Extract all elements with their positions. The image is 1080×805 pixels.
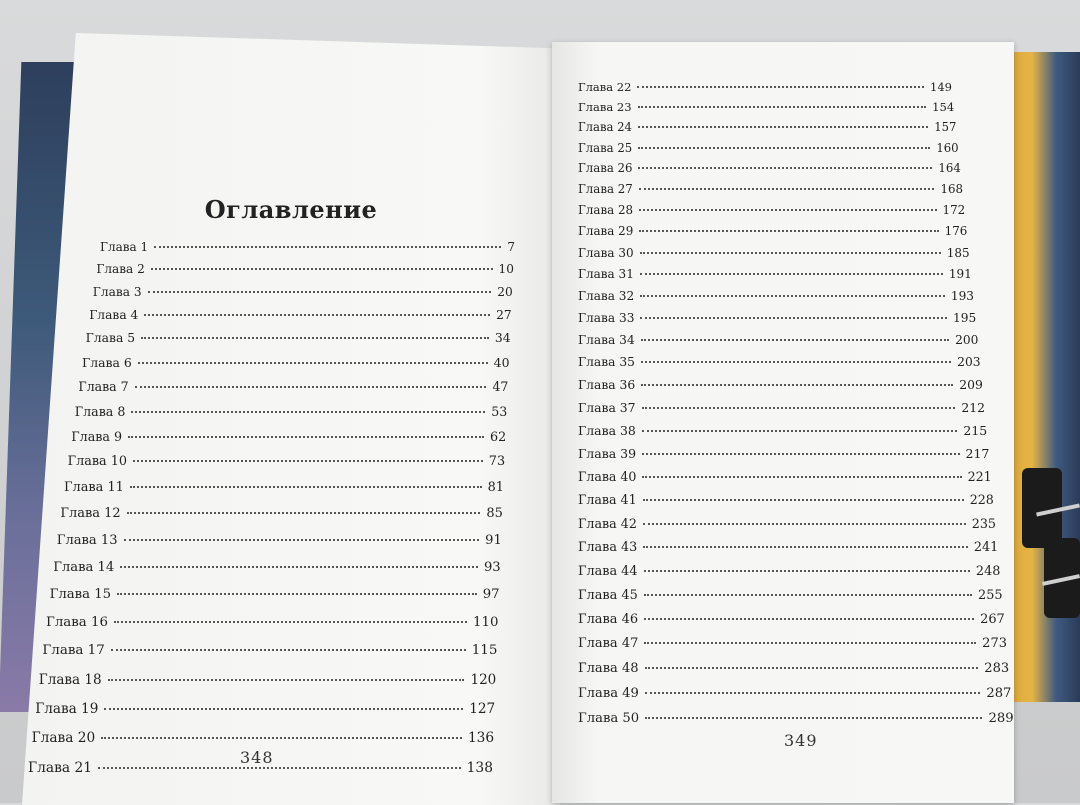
toc-entry xyxy=(578,612,1005,627)
chapter-page-number: 120 xyxy=(470,671,497,688)
chapter-label: Глава 8 xyxy=(74,403,126,419)
dot-leader xyxy=(148,291,492,293)
dot-leader xyxy=(128,436,484,438)
left-page-number: 348 xyxy=(240,748,274,767)
chapter-page-number: 172 xyxy=(942,203,966,218)
dot-leader xyxy=(639,209,936,211)
dot-leader xyxy=(144,314,490,316)
chapter-page-number: 160 xyxy=(936,140,959,155)
chapter-page-number: 267 xyxy=(980,611,1005,627)
chapter-page-number: 110 xyxy=(473,615,499,630)
toc-entry xyxy=(57,533,502,548)
toc-entry xyxy=(578,182,963,196)
chapter-page-number: 115 xyxy=(471,643,498,659)
chapter-page-number: 255 xyxy=(978,587,1003,603)
chapter-label: Глава 34 xyxy=(578,332,635,347)
right-page-number: 349 xyxy=(784,731,818,750)
chapter-page-number: 209 xyxy=(959,377,983,392)
chapter-page-number: 195 xyxy=(952,310,977,325)
chapter-label: Глава 37 xyxy=(578,400,636,416)
chapter-label: Глава 17 xyxy=(42,643,105,659)
toc-entry xyxy=(39,672,497,688)
chapter-label: Глава 15 xyxy=(49,587,112,603)
chapter-label: Глава 5 xyxy=(85,331,136,346)
dot-leader xyxy=(642,430,958,432)
chapter-label: Глава 50 xyxy=(578,710,640,726)
toc-entry xyxy=(578,378,983,392)
chapter-label: Глава 20 xyxy=(31,730,96,747)
toc-entry xyxy=(35,701,495,717)
chapter-page-number: 47 xyxy=(492,379,509,395)
toc-entry xyxy=(578,686,1011,701)
toc-entry xyxy=(578,564,1000,579)
dot-leader xyxy=(151,268,493,270)
chapter-page-number: 127 xyxy=(469,700,496,717)
chapter-page-number: 176 xyxy=(944,224,968,239)
left-page xyxy=(22,33,560,805)
chapter-label: Глава 12 xyxy=(60,506,121,522)
chapter-page-number: 283 xyxy=(984,660,1010,676)
chapter-label: Глава 28 xyxy=(578,203,634,218)
chapter-page-number: 81 xyxy=(487,480,504,495)
toc-entry xyxy=(32,730,495,746)
dot-leader xyxy=(637,86,924,88)
dot-leader xyxy=(108,679,465,681)
chapter-label: Глава 25 xyxy=(578,140,633,155)
chapter-page-number: 7 xyxy=(507,240,515,254)
chapter-page-number: 287 xyxy=(986,685,1012,701)
dot-leader xyxy=(131,411,485,413)
toc-entry xyxy=(578,246,970,260)
chapter-label: Глава 42 xyxy=(578,516,637,531)
dot-leader xyxy=(642,476,961,478)
dot-leader xyxy=(640,317,947,319)
toc-entry xyxy=(578,224,967,238)
dot-leader xyxy=(645,692,980,694)
dot-leader xyxy=(638,167,932,169)
chapter-page-number: 289 xyxy=(988,710,1014,726)
dot-leader xyxy=(645,667,979,669)
chapter-page-number: 53 xyxy=(491,403,508,419)
chapter-label: Глава 43 xyxy=(578,539,638,555)
chapter-page-number: 62 xyxy=(490,428,507,444)
dot-leader xyxy=(641,361,951,363)
dot-leader xyxy=(641,384,953,386)
dot-leader xyxy=(104,708,463,710)
toc-entry xyxy=(578,540,998,555)
chapter-page-number: 203 xyxy=(957,355,981,370)
chapter-page-number: 97 xyxy=(482,587,500,603)
toc-entry xyxy=(578,516,996,531)
chapter-page-number: 228 xyxy=(969,492,994,508)
toc-entry xyxy=(578,469,992,484)
chapter-page-number: 149 xyxy=(930,80,952,94)
toc-entry xyxy=(89,308,512,322)
toc-entry xyxy=(578,141,959,155)
chapter-label: Глава 14 xyxy=(53,559,115,575)
toc-entry xyxy=(71,429,506,444)
toc-entry xyxy=(578,267,972,281)
toc-entry xyxy=(578,636,1007,651)
chapter-page-number: 193 xyxy=(950,289,974,303)
chapter-label: Глава 22 xyxy=(578,80,632,94)
chapter-page-number: 221 xyxy=(967,469,992,485)
chapter-page-number: 91 xyxy=(485,532,502,548)
dot-leader xyxy=(117,593,477,595)
toc-entry xyxy=(75,404,508,419)
chapter-page-number: 85 xyxy=(486,506,503,522)
chapter-label: Глава 30 xyxy=(578,245,634,260)
toc-title: Оглавление xyxy=(204,195,378,224)
dot-leader xyxy=(642,453,959,455)
toc-entry xyxy=(578,492,994,507)
chapter-page-number: 191 xyxy=(948,267,972,282)
toc-entry xyxy=(578,120,956,134)
chapter-label: Глава 45 xyxy=(578,587,638,603)
chapter-label: Глава 29 xyxy=(578,224,634,239)
dot-leader xyxy=(130,486,482,488)
dot-leader xyxy=(154,246,501,248)
dot-leader xyxy=(641,339,949,341)
dot-leader xyxy=(135,386,487,388)
chapter-label: Глава 1 xyxy=(100,240,149,254)
toc-entry xyxy=(82,355,510,370)
chapter-label: Глава 21 xyxy=(28,760,93,776)
dot-leader xyxy=(639,230,938,232)
dot-leader xyxy=(127,512,481,514)
toc-entry xyxy=(578,161,961,175)
chapter-label: Глава 31 xyxy=(578,267,634,282)
dot-leader xyxy=(640,252,941,254)
chapter-label: Глава 19 xyxy=(35,700,99,717)
chapter-label: Глава 46 xyxy=(578,611,639,627)
chapter-label: Глава 38 xyxy=(578,423,636,439)
chapter-label: Глава 40 xyxy=(578,469,637,485)
chapter-page-number: 185 xyxy=(946,245,970,260)
chapter-label: Глава 18 xyxy=(38,671,102,688)
toc-entry xyxy=(578,333,978,347)
chapter-label: Глава 27 xyxy=(578,182,633,197)
dot-leader xyxy=(644,618,974,620)
dot-leader xyxy=(640,295,945,297)
dot-leader xyxy=(98,767,461,769)
dot-leader xyxy=(644,570,970,572)
chapter-label: Глава 6 xyxy=(82,355,132,370)
chapter-label: Глава 32 xyxy=(578,289,635,303)
chapter-label: Глава 10 xyxy=(67,454,128,470)
chapter-page-number: 34 xyxy=(494,331,511,346)
chapter-page-number: 27 xyxy=(496,307,512,322)
toc-entry xyxy=(93,285,513,299)
toc-entry xyxy=(578,446,989,461)
dot-leader xyxy=(639,188,935,190)
chapter-page-number: 248 xyxy=(975,563,1001,579)
dot-leader xyxy=(141,337,489,339)
chapter-label: Глава 16 xyxy=(46,615,108,630)
toc-entry xyxy=(42,643,497,658)
toc-entry xyxy=(578,400,985,415)
chapter-label: Глава 33 xyxy=(578,310,635,325)
dot-leader xyxy=(645,717,982,719)
chapter-page-number: 235 xyxy=(971,516,996,531)
chapter-page-number: 215 xyxy=(963,423,988,439)
binder-clip xyxy=(1022,468,1080,628)
dot-leader xyxy=(643,523,966,525)
chapter-label: Глава 49 xyxy=(578,685,639,701)
chapter-label: Глава 13 xyxy=(56,532,118,548)
dot-leader xyxy=(643,546,968,548)
dot-leader xyxy=(638,147,930,149)
dot-leader xyxy=(644,642,976,644)
chapter-page-number: 212 xyxy=(961,400,985,416)
toc-entry xyxy=(53,560,501,575)
dot-leader xyxy=(124,539,480,541)
chapter-page-number: 154 xyxy=(932,100,955,115)
chapter-page-number: 168 xyxy=(940,182,963,197)
chapter-label: Глава 47 xyxy=(578,636,639,652)
chapter-page-number: 217 xyxy=(965,446,990,461)
toc-entry xyxy=(578,203,965,217)
chapter-page-number: 40 xyxy=(493,355,510,370)
toc-entry xyxy=(46,615,499,630)
chapter-label: Глава 9 xyxy=(71,428,123,444)
chapter-page-number: 20 xyxy=(497,284,513,299)
chapter-page-number: 273 xyxy=(982,636,1007,652)
chapter-label: Глава 48 xyxy=(578,660,639,676)
chapter-page-number: 157 xyxy=(934,120,957,135)
toc-entry xyxy=(578,588,1003,603)
chapter-label: Глава 35 xyxy=(578,355,635,370)
dot-leader xyxy=(643,499,964,501)
toc-entry xyxy=(578,661,1009,676)
chapter-label: Глава 23 xyxy=(578,100,632,115)
dot-leader xyxy=(638,126,928,128)
toc-entry xyxy=(50,587,500,602)
toc-entry xyxy=(100,240,515,254)
chapter-label: Глава 7 xyxy=(78,379,129,395)
chapter-label: Глава 24 xyxy=(578,120,632,135)
chapter-label: Глава 41 xyxy=(578,492,637,508)
toc-entry xyxy=(578,100,954,114)
dot-leader xyxy=(101,737,462,739)
chapter-label: Глава 2 xyxy=(96,262,145,277)
chapter-label: Глава 36 xyxy=(578,377,636,392)
toc-entry xyxy=(578,355,981,369)
dot-leader xyxy=(640,273,943,275)
toc-entry xyxy=(64,480,504,495)
dot-leader xyxy=(120,566,478,568)
dot-leader xyxy=(638,106,927,108)
chapter-page-number: 136 xyxy=(467,730,495,747)
toc-entry xyxy=(578,289,974,303)
dot-leader xyxy=(111,649,466,651)
chapter-label: Глава 4 xyxy=(89,307,139,322)
toc-entry xyxy=(78,379,508,394)
toc-entry xyxy=(578,711,1014,726)
chapter-label: Глава 26 xyxy=(578,161,633,176)
dot-leader xyxy=(644,594,972,596)
chapter-page-number: 93 xyxy=(483,559,501,575)
toc-entry xyxy=(96,262,514,276)
chapter-page-number: 138 xyxy=(466,760,493,776)
chapter-page-number: 200 xyxy=(955,332,979,347)
chapter-label: Глава 3 xyxy=(92,284,142,299)
chapter-label: Глава 44 xyxy=(578,563,638,579)
dot-leader xyxy=(133,460,483,462)
chapter-page-number: 73 xyxy=(488,454,506,470)
toc-entry xyxy=(578,80,952,94)
toc-entry xyxy=(68,454,506,469)
chapter-page-number: 241 xyxy=(973,539,999,555)
dot-leader xyxy=(642,407,956,409)
toc-entry xyxy=(578,423,987,438)
toc-entry xyxy=(86,331,511,345)
chapter-label: Глава 11 xyxy=(64,480,124,495)
dot-leader xyxy=(114,621,467,623)
dot-leader xyxy=(138,362,488,364)
chapter-label: Глава 39 xyxy=(578,446,637,461)
chapter-page-number: 10 xyxy=(498,262,514,277)
toc-entry xyxy=(60,506,503,521)
chapter-page-number: 164 xyxy=(938,161,961,176)
toc-entry xyxy=(578,311,976,325)
